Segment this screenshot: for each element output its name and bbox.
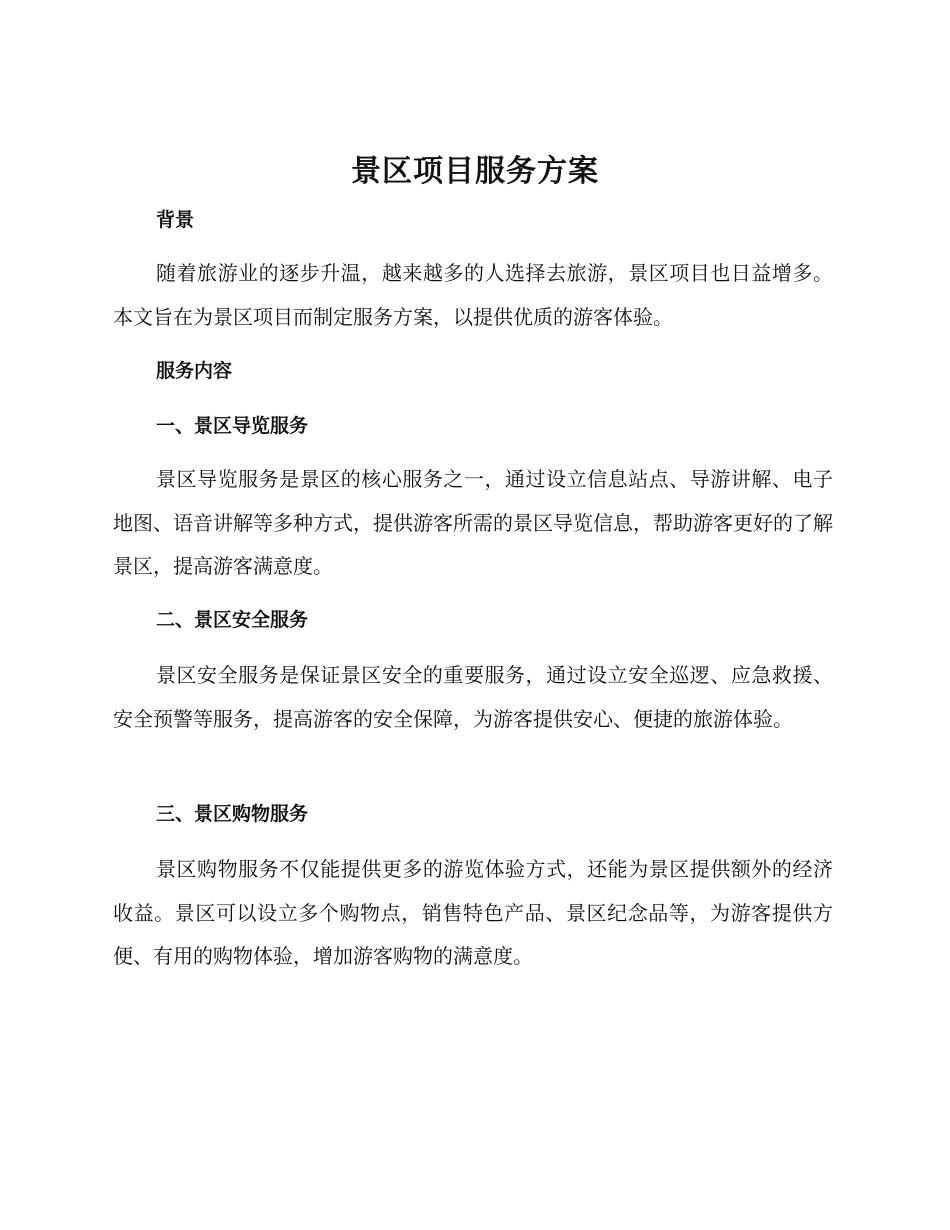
paragraph-shopping-service: 景区购物服务不仅能提供更多的游览体验方式，还能为景区提供额外的经济收益。景区可以设立多个购物点，销售特色产品、景区纪念品等，为游客提供方便、有用的购物体验，增加游客购物的满意度。 — [113, 857, 833, 968]
heading-shopping-service: 三、景区购物服务 — [156, 803, 309, 825]
paragraph-safety-service: 景区安全服务是保证景区安全的重要服务，通过设立安全巡逻、应急救援、安全预警等服务，提高游客的安全保障，为游客提供安心、便捷的旅游体验。 — [113, 663, 833, 731]
paragraph-guide-service: 景区导览服务是景区的核心服务之一，通过设立信息站点、导游讲解、电子地图、语音讲解等多种方式，提供游客所需的景区导览信息，帮助游客更好的了解景区，提高游客满意度。 — [113, 467, 833, 578]
heading-safety-service: 二、景区安全服务 — [156, 609, 309, 631]
document-title: 景区项目服务方案 — [351, 154, 599, 189]
heading-guide-service: 一、景区导览服务 — [156, 415, 309, 437]
heading-service-content: 服务内容 — [156, 360, 233, 382]
heading-background: 背景 — [156, 209, 195, 231]
paragraph-background: 随着旅游业的逐步升温，越来越多的人选择去旅游，景区项目也日益增多。本文旨在为景区项目而制定服务方案，以提供优质的游客体验。 — [113, 261, 833, 329]
